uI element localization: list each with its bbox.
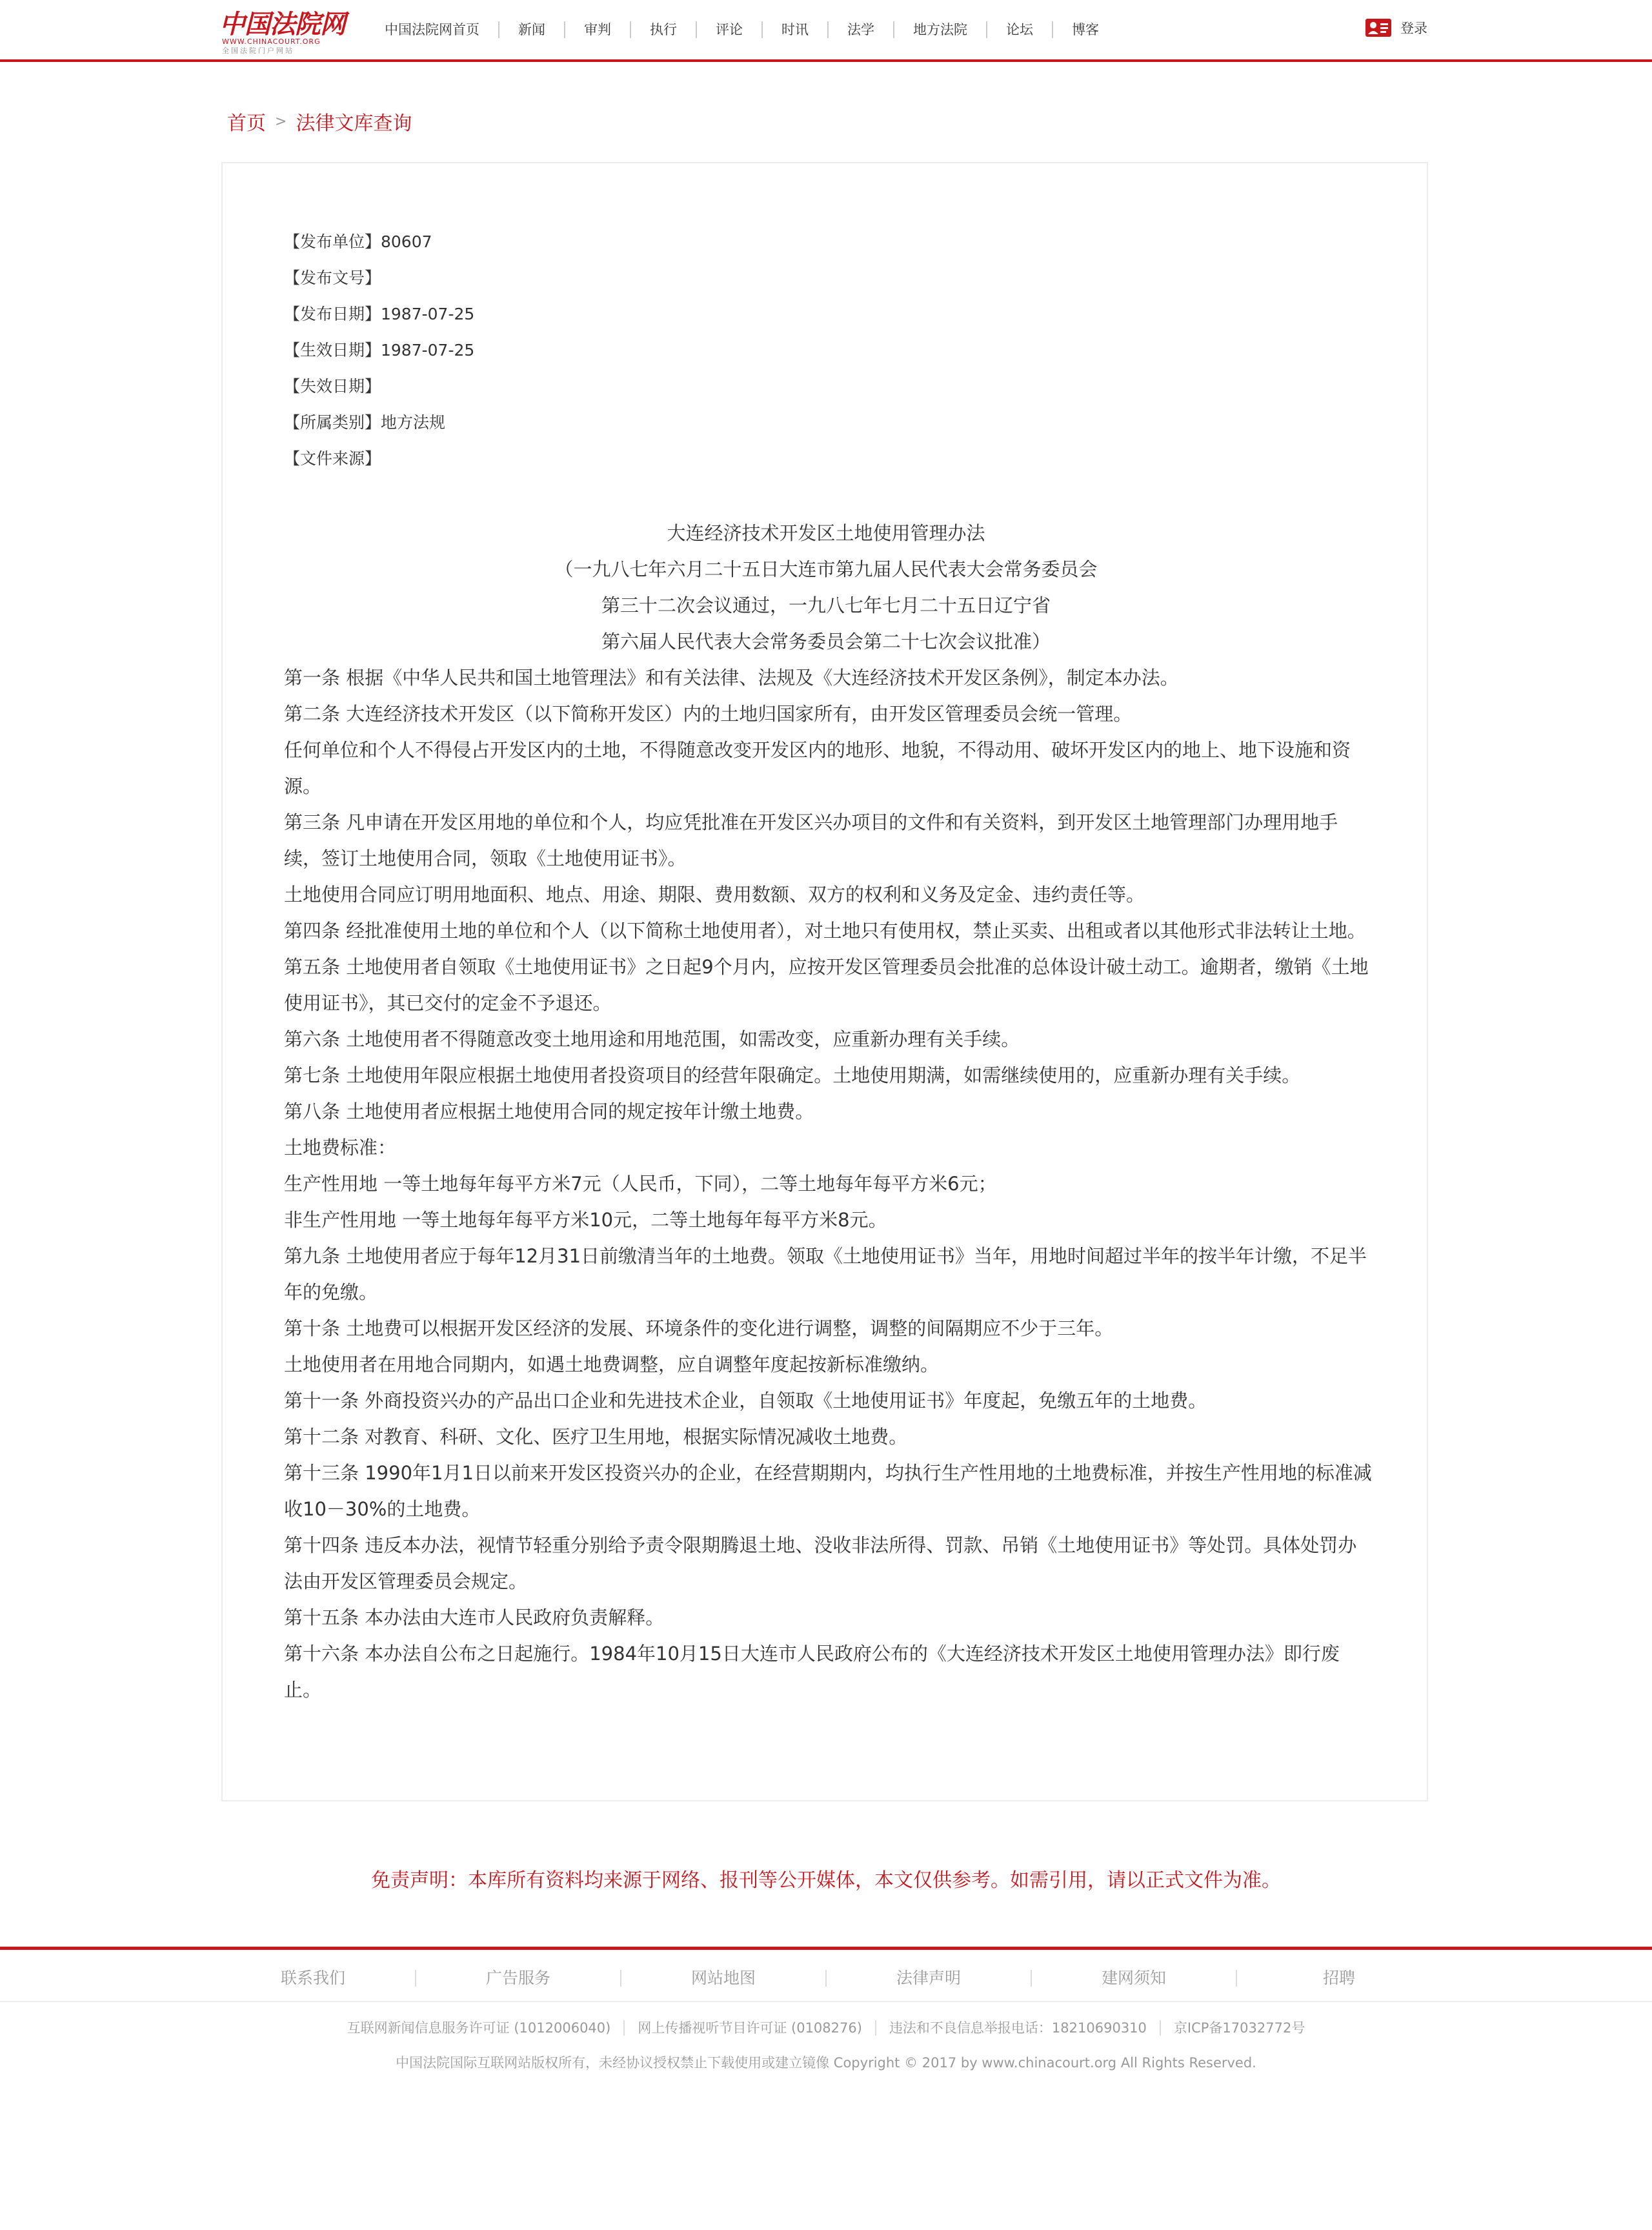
footer-divider	[0, 2001, 1652, 2002]
logo-url: WWW.CHINACOURT.ORG	[222, 37, 321, 46]
article-paragraph: 任何单位和个人不得侵占开发区内的土地，不得随意改变开发区内的地形、地貌，不得动用、破坏开发区内的地上、地下设施和资源。	[284, 739, 1351, 797]
meta-document-number: 【发布文号】	[284, 269, 381, 287]
meta-publish-date: 【发布日期】1987-07-25	[284, 305, 475, 323]
footer-license-info	[0, 2020, 1652, 2036]
footer-icp[interactable]: 京ICP备17032772号	[1173, 2020, 1305, 2036]
article-paragraph: 土地使用者在用地合同期内，如遇土地费调整，应自调整年度起按新标准缴纳。	[284, 1353, 940, 1375]
login-button[interactable]	[1365, 18, 1427, 37]
article-paragraph: 第五条 土地使用者自领取《土地使用证书》之日起9个月内，应按开发区管理委员会批准的总体设计破土动工。逾期者，缴销《土地使用证书》，其已交付的定金不予退还。	[284, 956, 1369, 1014]
article-paragraph: 第十二条 对教育、科研、文化、医疗卫生用地，根据实际情况减收土地费。	[284, 1426, 908, 1448]
breadcrumb-separator: >	[275, 113, 287, 130]
article-paragraph: 第十四条 违反本办法，视情节轻重分别给予责令限期腾退土地、没收非法所得、罚款、吊销《土地使用证书》等处罚。具体处罚办法由开发区管理委员会规定。	[284, 1534, 1357, 1592]
article-paragraph: 第一条 根据《中华人民共和国土地管理法》和有关法律、法规及《大连经济技术开发区条例》，制定本办法。	[284, 667, 1179, 689]
article-paragraph: 第七条 土地使用年限应根据土地使用者投资项目的经营年限确定。土地使用期满，如需继续使用的，应重新办理有关手续。	[284, 1064, 1301, 1086]
footer-link-ads[interactable]: 广告服务	[416, 1970, 621, 1987]
disclaimer: 免责声明：本库所有资料均来源于网络、报刊等公开媒体，本文仅供参考。如需引用，请以正式文件为准。	[371, 1869, 1281, 1892]
breadcrumb-home[interactable]: 首页	[227, 112, 266, 135]
logo-text: 中国法院网	[219, 9, 345, 39]
meta-category: 【所属类别】地方法规	[284, 413, 446, 432]
nav-item-trial[interactable]: 审判	[565, 21, 631, 38]
article-paragraph: 土地费标准：	[284, 1137, 397, 1159]
article-paragraph: 第十三条 1990年1月1日以前来开发区投资兴办的企业，在经营期期内，均执行生产性用地的土地费标准，并按生产性用地的标准减收10－30%的土地费。	[284, 1462, 1372, 1520]
nav-item-home[interactable]: 中国法院网首页	[369, 21, 499, 38]
article-paragraph: 生产性用地 一等土地每年每平方米7元（人民币，下同），二等土地每年每平方米6元；	[284, 1173, 997, 1195]
footer-link-contact[interactable]: 联系我们	[211, 1970, 416, 1987]
meta-expiry-date: 【失效日期】	[284, 377, 381, 396]
breadcrumb	[227, 107, 412, 136]
nav-item-local-courts[interactable]: 地方法院	[894, 21, 987, 38]
footer-report-phone: 违法和不良信息举报电话：18210690310	[876, 2020, 1161, 2036]
document-body	[284, 660, 1375, 1708]
document-title	[284, 515, 1368, 660]
breadcrumb-current[interactable]: 法律文库查询	[296, 112, 412, 135]
footer-av-license: 网上传播视听节目许可证 (0108276)	[625, 2020, 876, 2036]
nav-item-forum[interactable]: 论坛	[987, 21, 1053, 38]
nav-item-blog[interactable]: 博客	[1072, 22, 1099, 37]
article-paragraph: 土地使用合同应订明用地面积、地点、用途、期限、费用数额、双方的权利和义务及定金、违约责任等。	[284, 884, 1145, 906]
article-paragraph: 第六条 土地使用者不得随意改变土地用途和用地范围，如需改变，应重新办理有关手续。	[284, 1028, 1020, 1050]
article-paragraph: 第十五条 本办法由大连市人民政府负责解释。	[284, 1607, 665, 1628]
logo-subtitle: 全国法院门户网站	[222, 46, 294, 55]
article-paragraph: 第三条 凡申请在开发区用地的单位和个人，均应凭批准在开发区兴办项目的文件和有关资料，到开发区土地管理部门办理用地手续，签订土地使用合同，领取《土地使用证书》。	[284, 811, 1338, 869]
document-meta	[284, 229, 474, 482]
article-paragraph: 第十六条 本办法自公布之日起施行。1984年10月15日大连市人民政府公布的《大连经济技术开发区土地使用管理办法》即行废止。	[284, 1643, 1340, 1701]
article-paragraph: 第二条 大连经济技术开发区（以下简称开发区）内的土地归国家所有，由开发区管理委员会统一管理。	[284, 703, 1133, 725]
footer-copyright: 中国法院国际互联网站版权所有，未经协议授权禁止下载使用或建立镜像 Copyright © 2017 by www.chinacourt.org All Rights Reserved.	[396, 2055, 1256, 2071]
meta-publisher: 【发布单位】80607	[284, 232, 432, 251]
footer-divider-red	[0, 1947, 1652, 1950]
meta-effective-date: 【生效日期】1987-07-25	[284, 341, 475, 360]
footer-link-jobs[interactable]: 招聘	[1322, 1969, 1355, 1987]
title-line: 第六届人民代表大会常务委员会第二十七次会议批准）	[601, 631, 1051, 653]
article-paragraph: 非生产性用地 一等土地每年每平方米10元，二等土地每年每平方米8元。	[284, 1209, 887, 1231]
footer-links	[0, 1956, 1652, 2001]
article-paragraph: 第十条 土地费可以根据开发区经济的发展、环境条件的变化进行调整，调整的间隔期应不少于三年。	[284, 1317, 1114, 1339]
article-paragraph: 第四条 经批准使用土地的单位和个人（以下简称土地使用者），对土地只有使用权，禁止买卖、出租或者以其他形式非法转让土地。	[284, 920, 1366, 942]
footer-link-sitemap[interactable]: 网站地图	[621, 1970, 827, 1987]
nav-item-law-study[interactable]: 法学	[829, 21, 894, 38]
title-line: 大连经济技术开发区土地使用管理办法	[667, 522, 985, 544]
login-label: 登录	[1400, 21, 1427, 36]
article-paragraph: 第九条 土地使用者应于每年12月31日前缴清当年的土地费。领取《土地使用证书》当年，用地时间超过半年的按半年计缴，不足半年的免缴。	[284, 1245, 1367, 1303]
login-icon	[1365, 19, 1391, 37]
site-header	[0, 0, 1652, 62]
title-line: （一九八七年六月二十五日大连市第九届人民代表大会常务委员会	[554, 558, 1098, 580]
site-logo[interactable]	[219, 4, 345, 55]
footer-link-legal[interactable]: 法律声明	[827, 1970, 1032, 1987]
article-paragraph: 第八条 土地使用者应根据土地使用合同的规定按年计缴土地费。	[284, 1100, 814, 1122]
title-line: 第三十二次会议通过，一九八七年七月二十五日辽宁省	[601, 594, 1051, 616]
footer-link-site-notice[interactable]: 建网须知	[1032, 1970, 1237, 1987]
main-nav	[369, 17, 1118, 43]
nav-item-news[interactable]: 新闻	[499, 21, 565, 38]
footer-news-license: 互联网新闻信息服务许可证 (1012006040)	[334, 2020, 625, 2036]
article-paragraph: 第十一条 外商投资兴办的产品出口企业和先进技术企业，自领取《土地使用证书》年度起，免缴五年的土地费。	[284, 1390, 1207, 1412]
nav-item-enforcement[interactable]: 执行	[631, 21, 697, 38]
nav-item-commentary[interactable]: 评论	[697, 21, 763, 38]
nav-item-current-news[interactable]: 时讯	[763, 21, 829, 38]
meta-source: 【文件来源】	[284, 449, 381, 468]
